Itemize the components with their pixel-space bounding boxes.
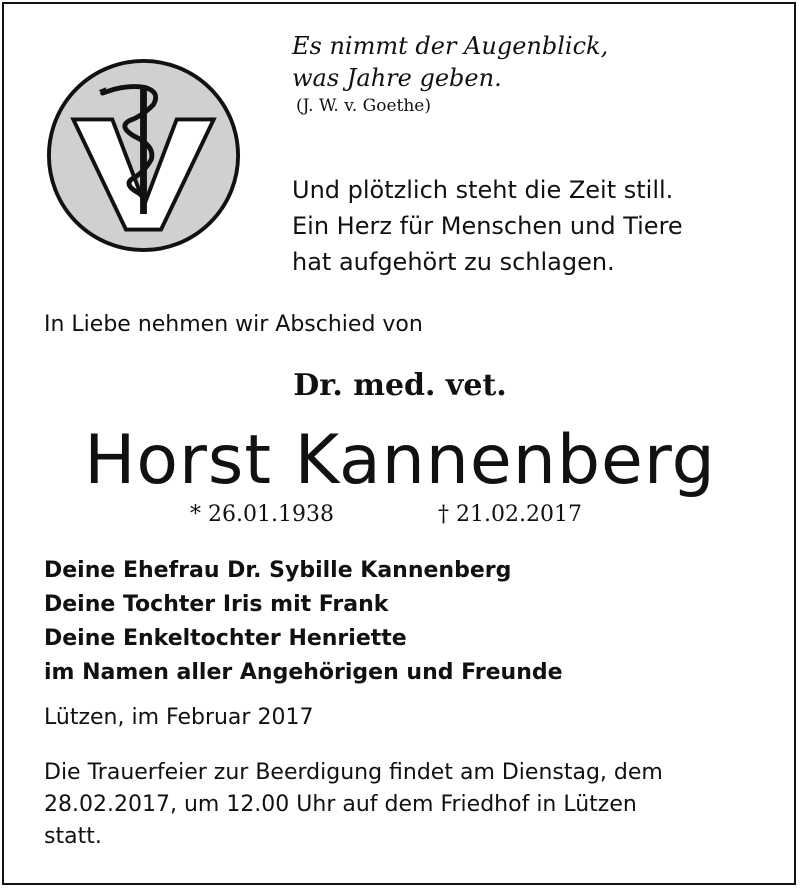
notice-line: Die Trauerfeier zur Beerdigung findet am Dienstag, dem [44,760,663,785]
funeral-notice [44,757,744,853]
death-date: † 21.02.2017 [438,502,582,527]
family-line: im Namen aller Angehörigen und Freunde [44,660,563,685]
verse-line: hat aufgehört zu schlagen. [292,248,615,276]
family-line: Deine Tochter Iris mit Frank [44,592,389,617]
verse-line: Und plötzlich steht die Zeit still. [292,176,674,204]
place-date: Lützen, im Februar 2017 [44,705,314,730]
notice-line: statt. [44,824,102,849]
family-line: Deine Ehefrau Dr. Sybille Kannenberg [44,558,512,583]
goethe-quote [292,30,608,118]
academic-title: Dr. med. vet. [293,368,507,403]
quote-line: Es nimmt der Augenblick, [292,32,609,60]
quote-line: was Jahre geben. [292,64,502,92]
veterinary-emblem-icon [46,58,241,253]
family-list [44,554,563,690]
birth-date: * 26.01.1938 [190,502,334,527]
verse [292,172,683,280]
verse-line: Ein Herz für Menschen und Tiere [292,212,683,240]
family-line: Deine Enkeltochter Henriette [44,626,407,651]
deceased-name: Horst Kannenberg [84,421,716,500]
notice-line: 28.02.2017, um 12.00 Uhr auf dem Friedhof in Lützen [44,792,637,817]
quote-attribution: (J. W. v. Goethe) [296,96,431,116]
intro-text: In Liebe nehmen wir Abschied von [44,312,423,337]
